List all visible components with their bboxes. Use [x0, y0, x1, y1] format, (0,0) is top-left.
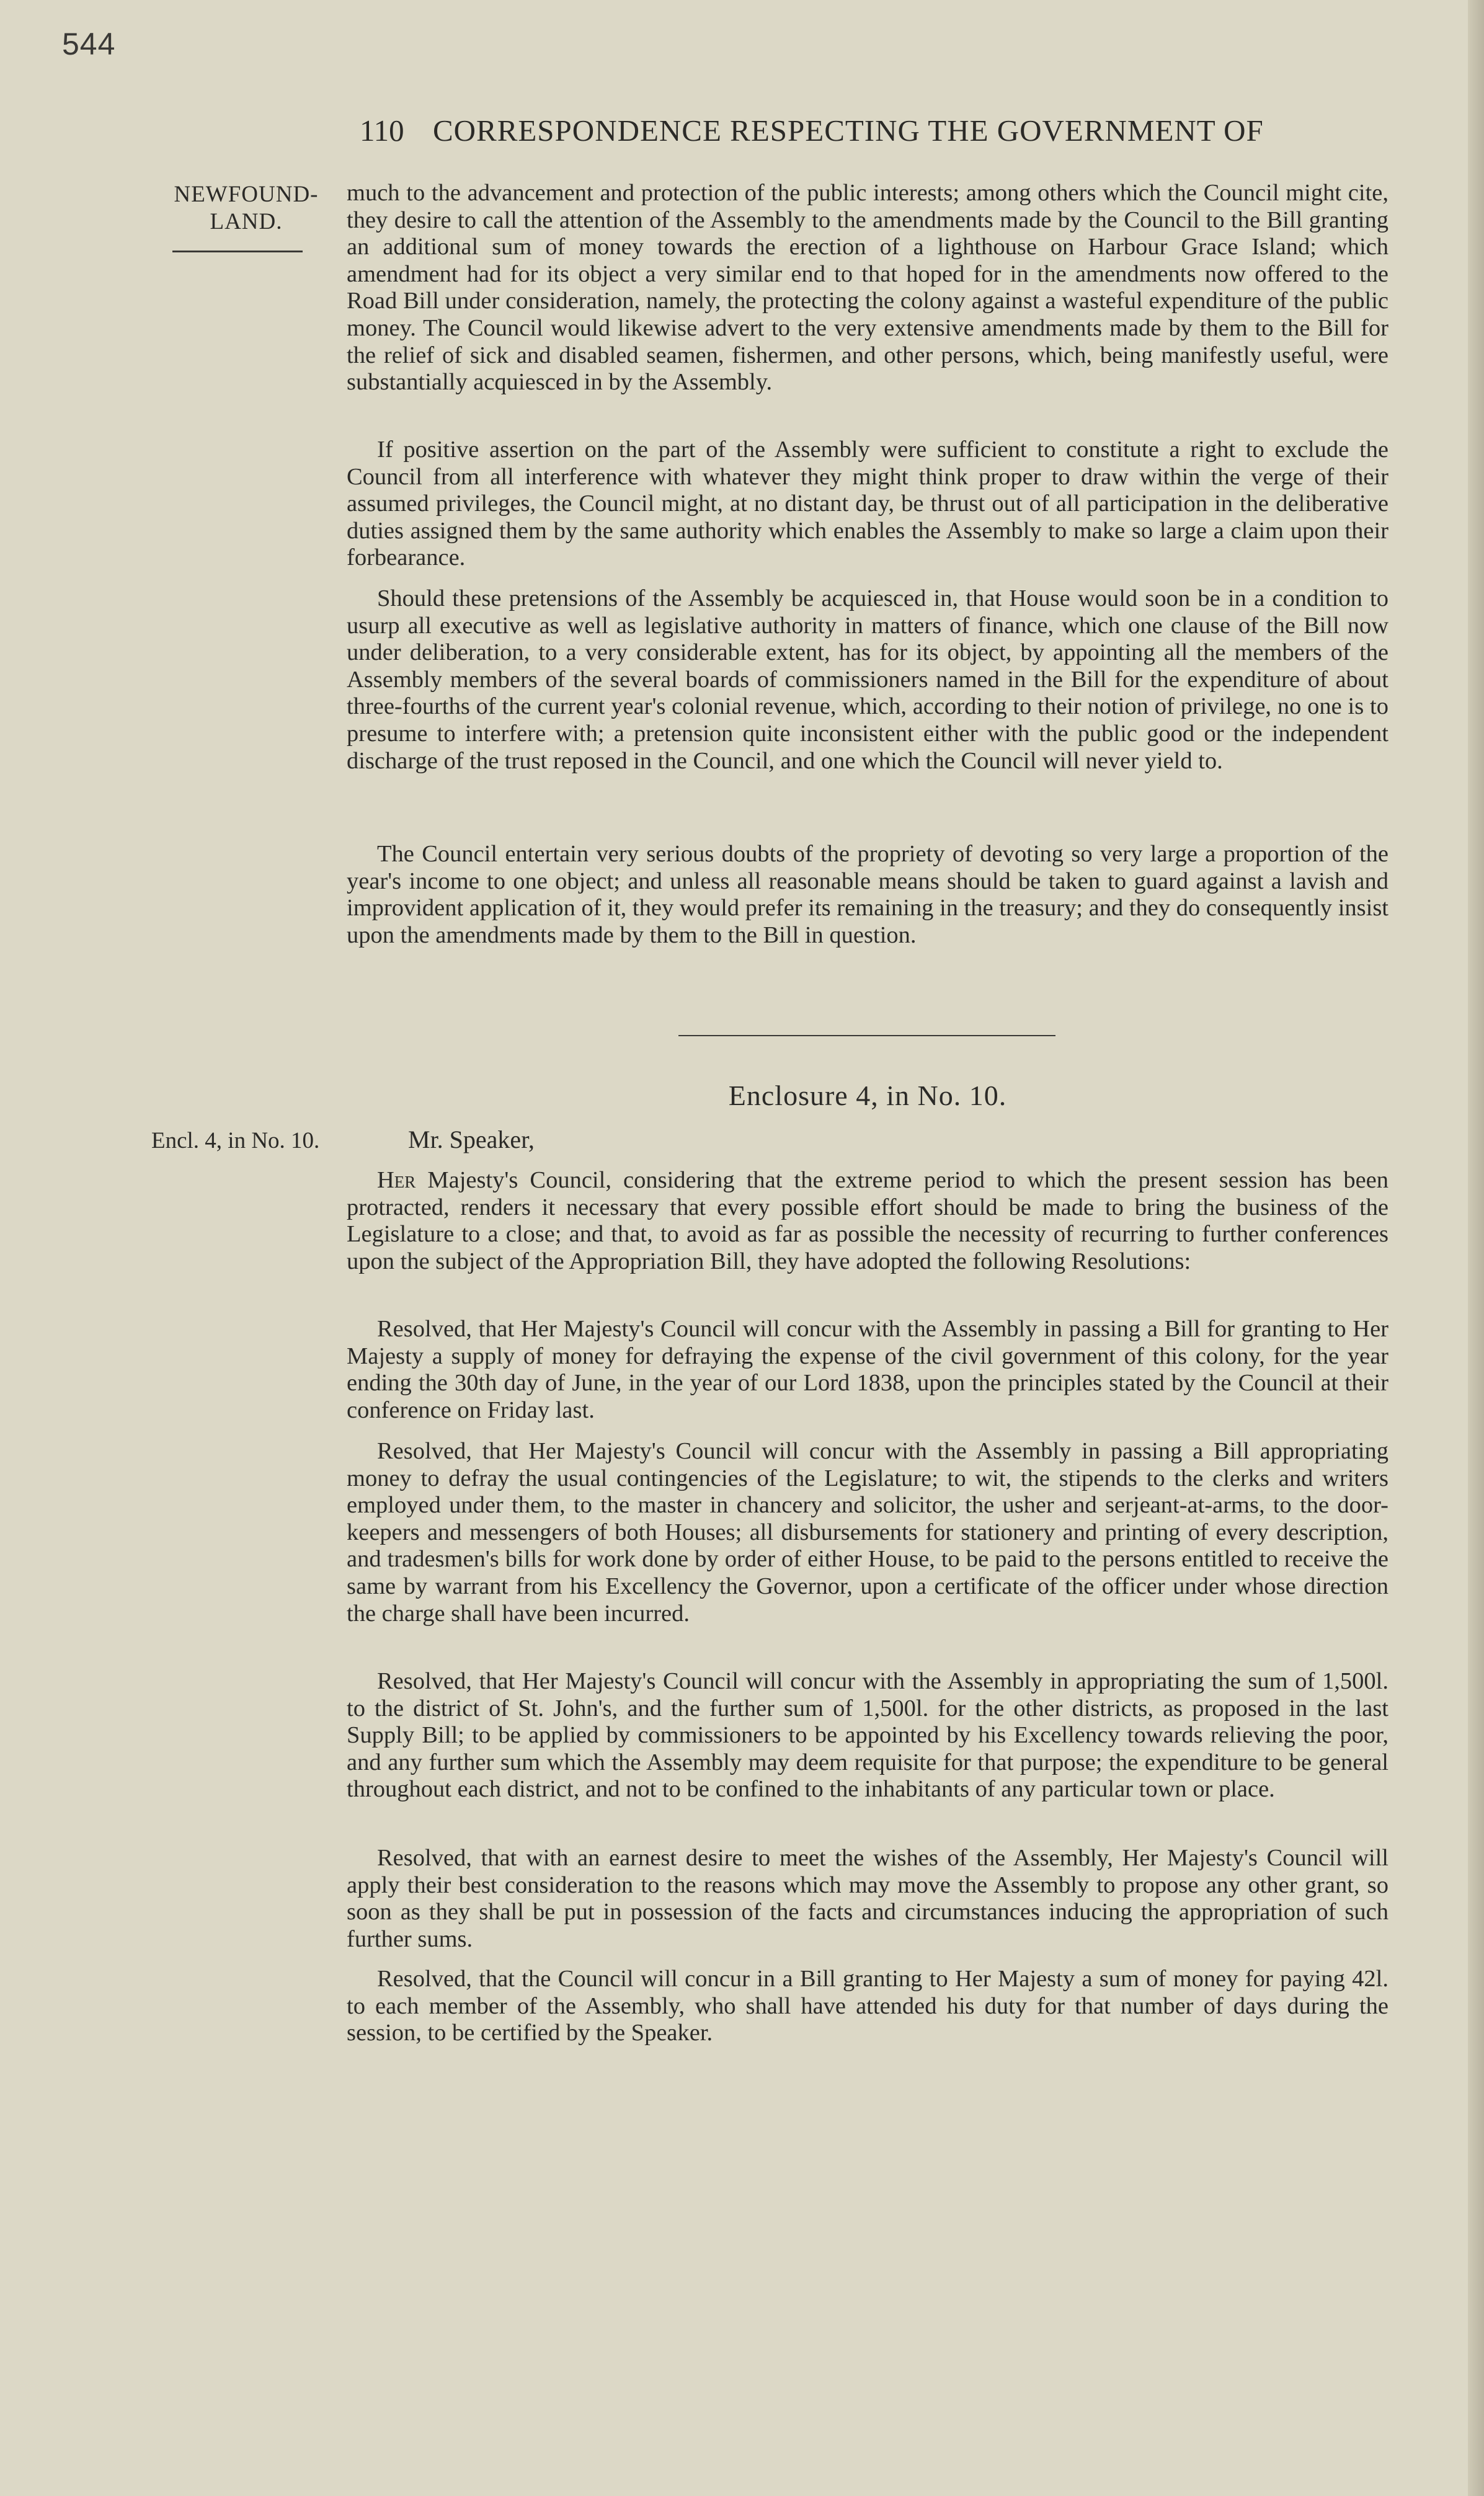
page-edge-shadow: [1468, 0, 1484, 2496]
scan-page-number: 544: [62, 27, 116, 61]
salutation: Mr. Speaker,: [408, 1126, 535, 1153]
resolution-4: Resolved, that with an earnest desire to meet the wishes of the Assembly, Her Majesty's Council will apply their best consideration to the reasons which may move the Assembly to propose any other grant, so soon as they shall be put in possession of the facts and circumstances inducing the appropriation of such further sums.: [347, 1845, 1388, 1952]
margin-note-rule: [172, 251, 303, 252]
enclosure-paragraph-intro: [347, 1167, 1388, 1275]
running-head: [360, 113, 1414, 148]
body-paragraph-1: much to the advancement and protection of the public interests; among others which the Council might cite, they desire to call the attention of the Assembly to the amendments made by the Council to the Bill granting an additional sum of money towards the erection of a lighthouse on Harbour Grace Island; which amendment had for its object a very similar end to that hoped for in the amendments now offered to the Road Bill under consideration, namely, the protecting the colony against a wasteful expenditure of the public money. The Council would likewise advert to the very extensive amendments made by them to the Bill for the relief of sick and disabled seamen, fishermen, and other persons, which, being manifestly useful, were substantially acquiesced in by the Assembly.: [347, 180, 1388, 396]
resolution-5: Resolved, that the Council will concur in a Bill granting to Her Majesty a sum of money for paying 42l. to each member of the Assembly, who shall have attended his duty for that number of days during the session, to be certified by the Speaker.: [347, 1966, 1388, 2046]
body-paragraph-4: The Council entertain very serious doubts of the propriety of devoting so very large a proportion of the year's income to one object; and unless all reasonable means should be taken to guard against a lavish and improvident application of it, they would prefer its remaining in the treasury; and they do consequently insist upon the amendments made by them to the Bill in question.: [347, 841, 1388, 948]
body-paragraph-2: If positive assertion on the part of the Assembly were sufficient to constitute a right to exclude the Council from all interference with whatever they might think proper to draw within the verge of their assumed privileges, the Council might, at no distant day, be thrust out of all participation in the deliberative duties assigned them by the same authority which enables the Assembly to make so large a claim upon their forbearance.: [347, 437, 1388, 571]
margin-note-colony-text: NEWFOUND- LAND.: [174, 182, 319, 234]
margin-note-colony: [162, 181, 330, 236]
running-head-page-number: 110: [360, 113, 404, 148]
body-paragraph-3: Should these pretensions of the Assembly be acquiesced in, that House would soon be in a condition to usurp all executive as well as legislative authority in matters of finance, which one clause of the Bill now under deliberation, to a very considerable extent, has for its object, by appointing all the members of the Assembly members of the several boards of commissioners named in the Bill for the expenditure of about three-fourths of the current year's colonial revenue, which, according to their notion of privilege, no one is to presume to interfere with; a pretension quite inconsistent either with the public good or the independent discharge of the trust reposed in the Council, and one which the Council will never yield to.: [347, 585, 1388, 774]
enclosure-heading: Enclosure 4, in No. 10.: [728, 1080, 1007, 1111]
margin-note-enclosure: Encl. 4, in No. 10.: [151, 1128, 320, 1153]
section-divider: [678, 1035, 1055, 1036]
intro-text: Majesty's Council, considering that the extreme period to which the present session has been protracted, renders it necessary that every possible effort should be made to bring the business of the Legislature to a close; and that, to avoid as far as possible the necessity of recurring to further conferences upon the subject of the Appropriation Bill, they have adopted the following Resolutions:: [347, 1167, 1388, 1274]
running-head-title: CORRESPONDENCE RESPECTING THE GOVERNMENT OF: [432, 113, 1264, 148]
resolution-3: Resolved, that Her Majesty's Council will concur with the Assembly in appropriating the sum of 1,500l. to the district of St. John's, and the further sum of 1,500l. for the other districts, as proposed in the last Supply Bill; to be applied by commissioners to be appointed by his Excellency towards relieving the poor, and any further sum which the Assembly may deem requisite for that purpose; the expenditure to be general throughout each district, and not to be confined to the inhabitants of any particular town or place.: [347, 1668, 1388, 1803]
resolution-1: Resolved, that Her Majesty's Council will concur with the Assembly in passing a Bill for granting to Her Majesty a supply of money for defraying the expense of the civil government of this colony, for the year ending the 30th day of June, in the year of our Lord 1838, upon the principles stated by the Council at their conference on Friday last.: [347, 1316, 1388, 1423]
intro-lead-word: Her: [377, 1167, 416, 1193]
resolution-2: Resolved, that Her Majesty's Council will concur with the Assembly in passing a Bill appropriating money to defray the usual contingencies of the Legislature; to wit, the stipends to the clerks and writers employed under them, to the master in chancery and solicitor, the usher and serjeant-at-arms, to the door-keepers and messengers of both Houses; all disbursements for stationery and printing of every description, and tradesmen's bills for work done by order of either House, to be paid to the persons entitled to receive the same by warrant from his Excellency the Governor, upon a certificate of the officer under whose direction the charge shall have been incurred.: [347, 1438, 1388, 1627]
